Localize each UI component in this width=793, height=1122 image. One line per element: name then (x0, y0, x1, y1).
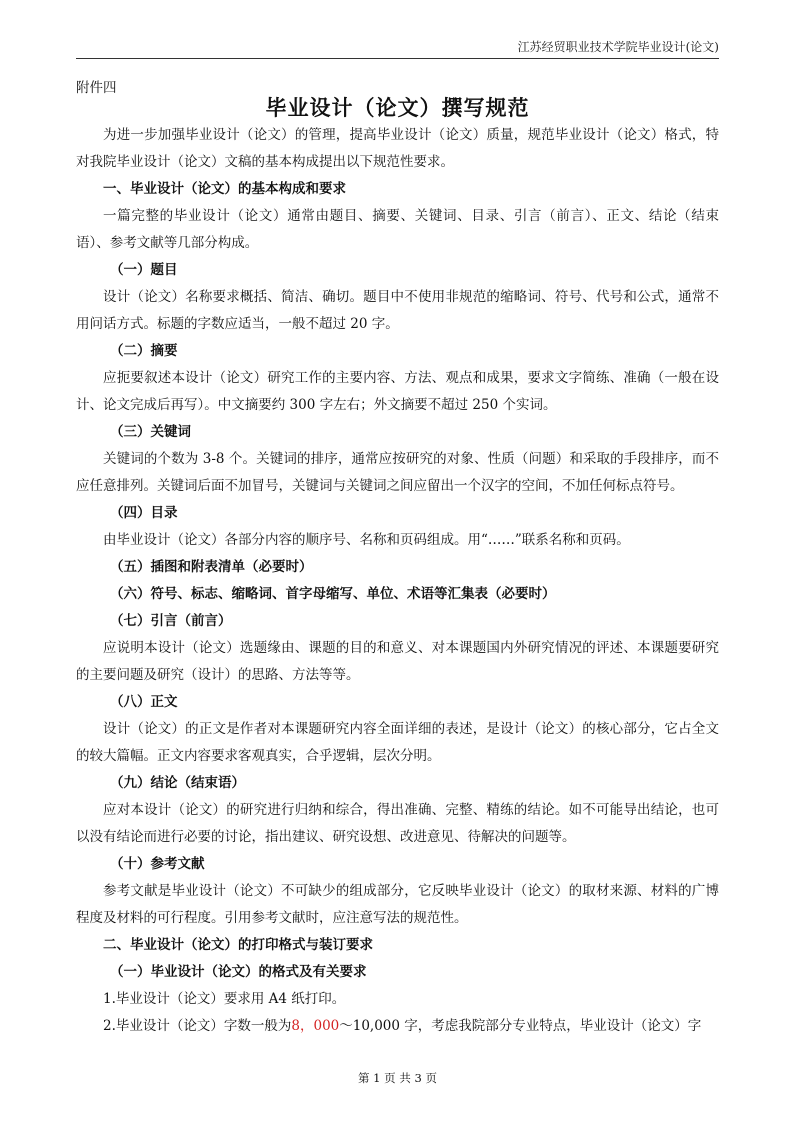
item-toc-text: 由毕业设计（论文）各部分内容的顺序号、名称和页码组成。用“……”联系名称和页码。 (103, 532, 630, 548)
item-abstract-text: 应扼要叙述本设计（论文）研究工作的主要内容、方法、观点和成果，要求文字简练、准确（一般在设计、论文完成后再写）。中文摘要约 300 字左右；外文摘要不超过 250 个实词。 (76, 370, 719, 413)
header-rule (76, 58, 719, 59)
page-header: 江苏经贸职业技术学院毕业设计(论文) (517, 40, 719, 54)
document-body (76, 122, 719, 1040)
attachment-label: 附件四 (76, 80, 117, 96)
line2-post: ～10,000 字，考虑我院部分专业特点，毕业设计（论文）字 (339, 1018, 702, 1034)
section1-heading: 一、毕业设计（论文）的基本构成和要求 (103, 181, 346, 197)
item-intro-text: 应说明本设计（论文）选题缘由、课题的目的和意义、对本课题国内外研究情况的评述、本课题要研究的主要问题及研究（设计）的思路、方法等等。 (76, 640, 719, 683)
section2-line1: 1.毕业设计（论文）要求用 A4 纸打印。 (103, 991, 346, 1007)
line2-pre: 2.毕业设计（论文）字数一般为 (103, 1018, 292, 1034)
section2-heading: 二、毕业设计（论文）的打印格式与装订要求 (103, 937, 373, 953)
item-keywords-text: 关键词的个数为 3-8 个。关键词的排序，通常应按研究的对象、性质（问题）和采取的手段排序，而不应任意排列。关键词后面不加冒号，关键词与关键词之间应留出一个汉字的空间，不加任何标点符号。 (76, 451, 719, 494)
item-title-text: 设计（论文）名称要求概括、简洁、确切。题目中不使用非规范的缩略词、符号、代号和公式，通常不用问话方式。标题的字数应适当，一般不超过 20 字。 (76, 289, 719, 332)
item-references-heading: （十）参考文献 (110, 856, 205, 872)
line2-red-number: 8，000 (291, 1018, 340, 1034)
item-main-text: 设计（论文）的正文是作者对本课题研究内容全面详细的表述，是设计（论文）的核心部分，它占全文的较大篇幅。正文内容要求客观真实，合乎逻辑，层次分明。 (76, 721, 719, 764)
item-conclusion-heading: （九）结论（结束语） (110, 775, 245, 791)
item-intro-heading: （七）引言（前言） (110, 613, 232, 629)
item-references-text: 参考文献是毕业设计（论文）不可缺少的组成部分，它反映毕业设计（论文）的取材来源、材料的广博程度及材料的可行程度。引用参考文献时，应注意写法的规范性。 (76, 883, 719, 926)
intro-paragraph: 为进一步加强毕业设计（论文）的管理，提高毕业设计（论文）质量，规范毕业设计（论文）格式，特对我院毕业设计（论文）文稿的基本构成提出以下规范性要求。 (76, 127, 719, 170)
item-title-heading: （一）题目 (110, 262, 178, 278)
page-footer: 第 1 页 共 3 页 (358, 1071, 437, 1085)
section2-sub-heading: （一）毕业设计（论文）的格式及有关要求 (110, 964, 367, 980)
item-figures-heading: （五）插图和附表清单（必要时） (110, 559, 313, 575)
item-keywords-heading: （三）关键词 (110, 424, 191, 440)
item-abstract-heading: （二）摘要 (110, 343, 178, 359)
item-symbols-heading: （六）符号、标志、缩略词、首字母缩写、单位、术语等汇集表（必要时） (110, 586, 556, 602)
document-title: 毕业设计（论文）撰写规范 (265, 96, 530, 120)
section1-intro: 一篇完整的毕业设计（论文）通常由题目、摘要、关键词、目录、引言（前言）、正文、结论（结束语）、参考文献等几部分构成。 (76, 208, 719, 251)
item-main-heading: （八）正文 (110, 694, 178, 710)
item-toc-heading: （四）目录 (110, 505, 178, 521)
item-conclusion-text: 应对本设计（论文）的研究进行归纳和综合，得出准确、完整、精练的结论。如不可能导出结论，也可以没有结论而进行必要的讨论，指出建议、研究设想、改进意见、待解决的问题等。 (76, 802, 719, 845)
section2-line2 (76, 1013, 719, 1040)
